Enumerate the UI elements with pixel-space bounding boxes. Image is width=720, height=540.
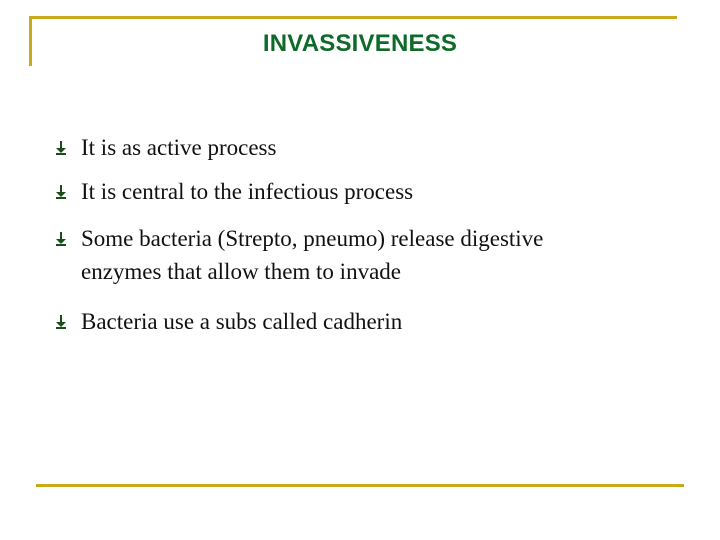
bullet-line: Bacteria use a subs called cadherin [81, 309, 403, 334]
arrow-down-icon [55, 232, 67, 246]
bullet-text [81, 222, 701, 288]
bullet-text [81, 305, 701, 338]
arrow-down-icon [55, 315, 67, 329]
arrow-down-icon [55, 185, 67, 199]
frame-bottom-rule [36, 484, 684, 487]
bullet-line: enzymes that allow them to invade [81, 259, 401, 284]
bullet-line: It is as active process [81, 135, 277, 160]
slide-title: INVASSIVENESS [262, 30, 458, 57]
bullet-line: Some bacteria (Strepto, pneumo) release digestive [81, 226, 544, 251]
bullet-text [81, 131, 701, 164]
arrow-down-icon [55, 141, 67, 155]
bullet-text [81, 175, 701, 208]
bullet-line: It is central to the infectious process [81, 179, 414, 204]
frame-top-rule [29, 16, 677, 19]
